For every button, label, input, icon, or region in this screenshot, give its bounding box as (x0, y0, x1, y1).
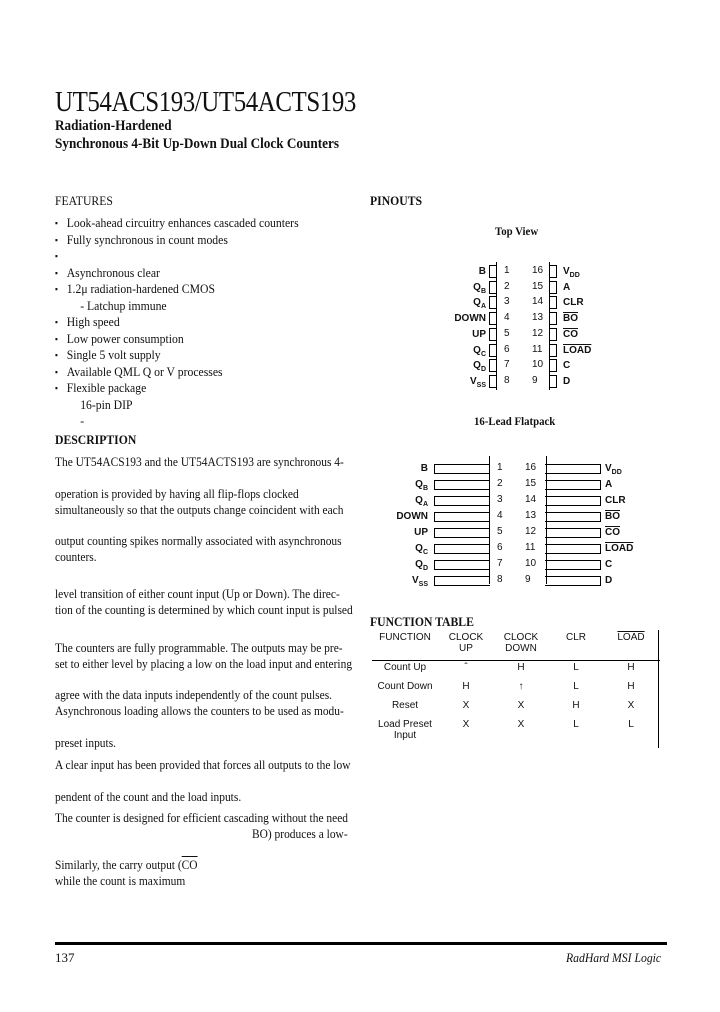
flat-left-lead (434, 496, 490, 506)
dip-left-pin-stub (489, 265, 496, 278)
flat-left-pin-label: B (420, 463, 428, 474)
dip-left-pin-label: UP (472, 328, 486, 340)
flat-right-pin-number: 10 (525, 558, 537, 569)
dip-left-pin-stub (489, 296, 496, 309)
function-table-cell: X (517, 700, 525, 711)
features-list (55, 215, 345, 430)
feature-item: ▪ Asynchronous clear (55, 265, 316, 282)
dip-left-pin-number: 7 (504, 359, 510, 371)
desc-line: The counters are fully programmable. The outputs may be pre- (55, 640, 343, 655)
dip-right-pin-stub (550, 344, 557, 357)
desc-line: preset inputs. (55, 735, 117, 750)
dip-right-pin-stub (550, 312, 557, 325)
function-table-heading: FUNCTION TABLE (370, 614, 474, 629)
flat-left-pin-label: $V_{SS}$ (411, 575, 428, 588)
dip-right-pin-label: LOAD (563, 344, 592, 356)
dip-left-pin-number: 8 (504, 374, 510, 386)
dip-right-pin-stub (550, 375, 557, 388)
desc-line: tion of the counting is determined by which count input is pulsed (55, 602, 353, 617)
desc-line: The UT54ACS193 and the UT54ACTS193 are synchronous 4- (55, 454, 344, 469)
dip-body-right (549, 262, 550, 390)
subtitle-line-1: Radiation-Hardened (55, 118, 172, 134)
dip-left-pin-stub (489, 359, 496, 372)
footer-rule (55, 942, 667, 945)
desc-line: A clear input has been provided that forces all outputs to the low (55, 757, 351, 772)
dip-right-pin-stub (550, 359, 557, 372)
flatpack-title: 16-Lead Flatpack (474, 414, 556, 428)
desc-line: The counter is designed for efficient cascading without the need (55, 810, 348, 825)
dip-right-pin-label: CLR (563, 297, 584, 309)
dip-right-pin-stub (550, 296, 557, 309)
dip-right-pin-number: 13 (532, 312, 544, 324)
flat-left-pin-number: 6 (497, 542, 503, 553)
feature-item: ▪ Low power consumption (55, 331, 316, 348)
feature-item: ▪ Fully synchronous in count modes (55, 232, 316, 249)
feature-item: 16-pin DIP (80, 396, 133, 412)
feature-item: ▪ Available QML Q or V processes (55, 364, 316, 381)
function-table-rule (372, 660, 660, 661)
function-table-cell: ˆ (464, 662, 468, 673)
flat-right-lead (545, 464, 601, 474)
function-table-header: LOAD (617, 632, 645, 643)
function-table-cell: L (628, 719, 634, 730)
flat-right-pin-label: C (605, 559, 613, 570)
feature-item: - Latchup immune (80, 297, 167, 313)
function-table-cell: X (517, 719, 525, 730)
function-table-cell: L (573, 719, 579, 730)
function-table-cell: L (573, 681, 579, 692)
dip-left-pin-number: 5 (504, 327, 510, 339)
dip-left-pin-number: 6 (504, 343, 510, 355)
flat-left-pin-number: 7 (497, 558, 503, 569)
dip-left-pin-stub (489, 312, 496, 325)
flat-left-pin-number: 2 (497, 478, 503, 489)
function-table-cell: H (627, 662, 635, 673)
features-heading: FEATURES (55, 193, 113, 208)
flat-right-lead (545, 544, 601, 554)
flat-right-lead (545, 576, 601, 586)
dip-left-pin-label: $Q_B$ (473, 281, 486, 295)
desc-line: simultaneously so that the outputs change coincident with each (55, 502, 344, 517)
flat-left-pin-label: $Q_A$ (415, 495, 428, 508)
dip-right-pin-number: 11 (532, 343, 543, 355)
function-table-cell: H (572, 700, 580, 711)
feature-item: ▪ High speed (55, 314, 316, 331)
dip-right-pin-number: 14 (532, 296, 544, 308)
dip-left-pin-label: DOWN (454, 313, 486, 325)
flat-right-pin-number: 15 (525, 478, 537, 489)
page-title: UT54ACS193/UT54ACTS193 (55, 86, 356, 118)
function-table-header: CLOCK UP (448, 632, 484, 654)
flat-right-pin-label: $\overline{CO}$ (605, 527, 620, 538)
dip-right-pin-number: 12 (532, 327, 544, 339)
dip-left-pin-number: 4 (504, 312, 510, 324)
flat-right-lead (545, 480, 601, 490)
desc-line: BO) produces a low- (252, 826, 348, 841)
pinouts-heading: PINOUTS (370, 193, 423, 208)
desc-line: Asynchronous loading allows the counters to be used as modu- (55, 703, 344, 718)
flat-right-pin-number: 16 (525, 462, 537, 473)
desc-line: pendent of the count and the load inputs. (55, 789, 242, 804)
desc-line: agree with the data inputs independently of the count pulses. (55, 687, 333, 702)
feature-item: ▪ Single 5 volt supply (55, 347, 316, 364)
function-table-header: FUNCTION (379, 632, 431, 643)
flat-right-pin-number: 12 (525, 526, 537, 537)
flat-right-pin-label: A (605, 479, 613, 490)
flat-left-lead (434, 560, 490, 570)
function-table-cell: X (462, 700, 470, 711)
section-name: RadHard MSI Logic (566, 950, 662, 965)
flat-right-pin-label: CLR (605, 495, 626, 506)
function-table-row-label: Load Preset Input (378, 719, 432, 741)
dip-left-pin-label: $Q_A$ (473, 297, 486, 311)
desc-line: operation is provided by having all flip-flops clocked (55, 486, 299, 501)
dip-left-pin-number: 3 (504, 296, 510, 308)
dip-right-pin-stub (550, 265, 557, 278)
dip-right-pin-label: $V_{DD}$ (563, 266, 580, 279)
flat-left-pin-label: $Q_B$ (415, 479, 428, 492)
function-table-cell: H (517, 662, 525, 673)
flat-left-lead (434, 464, 490, 474)
subtitle-line-2: Synchronous 4-Bit Up-Down Dual Clock Counters (55, 136, 339, 152)
flat-right-pin-label: $\overline{BO}$ (605, 511, 620, 522)
dip-right-pin-stub (550, 281, 557, 294)
function-table-cell: X (627, 700, 635, 711)
function-table-row-label: Reset (391, 700, 419, 711)
flat-left-lead (434, 544, 490, 554)
function-table-header: CLR (565, 632, 586, 643)
dip-left-pin-label: $Q_D$ (473, 360, 486, 374)
dip-title: Top View (495, 224, 539, 238)
dip-right-pin-label: $\overline{BO}$ (563, 313, 578, 325)
feature-item: ▪ 1.2μ radiation-hardened CMOS (55, 281, 316, 298)
dip-left-pin-label: B (478, 266, 486, 277)
function-table-cell: X (462, 719, 470, 730)
flat-right-pin-number: 11 (525, 542, 536, 553)
desc-line: counters. (55, 549, 97, 564)
desc-line: output counting spikes normally associated with asynchronous (55, 533, 342, 548)
dip-right-pin-label: $\overline{CO}$ (563, 328, 578, 340)
flat-left-lead (434, 576, 490, 586)
dip-right-pin-label: A (563, 281, 571, 293)
desc-line: while the count is maximum (55, 873, 186, 888)
flat-right-pin-label: $V_{DD}$ (605, 463, 622, 476)
feature-item (55, 248, 316, 265)
dip-right-pin-label: C (563, 360, 571, 372)
dip-right-pin-number: 10 (532, 359, 544, 371)
flat-right-lead (545, 560, 601, 570)
dip-right-pin-number: 16 (532, 265, 544, 276)
flat-right-lead (545, 496, 601, 506)
flat-left-pin-label: $Q_D$ (415, 559, 428, 572)
function-table-cell: H (462, 681, 470, 692)
flat-right-lead (545, 528, 601, 538)
flat-left-pin-number: 8 (497, 574, 503, 585)
flat-left-pin-number: 5 (497, 526, 503, 537)
desc-line-co: Similarly, the carry output ($\overline{CO}$ (55, 857, 198, 872)
function-table-row-label: Count Down (377, 681, 433, 692)
dip-left-pin-label: $Q_C$ (473, 344, 486, 358)
function-table-cell: ↑ (518, 681, 524, 692)
feature-item: - (80, 413, 85, 428)
flat-right-pin-number: 14 (525, 494, 537, 505)
flat-right-lead (545, 512, 601, 522)
flat-right-pin-label: D (605, 575, 613, 586)
dip-right-pin-number: 9 (532, 374, 538, 386)
feature-item: ▪ Look-ahead circuitry enhances cascaded counters (55, 215, 316, 232)
dip-right-pin-number: 15 (532, 280, 544, 292)
flat-left-lead (434, 480, 490, 490)
flat-left-pin-label: DOWN (396, 511, 428, 522)
flat-left-pin-number: 4 (497, 510, 503, 521)
dip-right-pin-label: D (563, 375, 571, 387)
feature-item: ▪ Flexible package (55, 380, 316, 397)
dip-left-pin-stub (489, 328, 496, 341)
flat-left-lead (434, 512, 490, 522)
dip-left-pin-stub (489, 375, 496, 388)
flat-left-pin-label: $Q_C$ (415, 543, 428, 556)
function-table-header: CLOCK DOWN (503, 632, 539, 654)
flat-right-pin-number: 13 (525, 510, 537, 521)
desc-line: level transition of either count input (Up or Down). The direc- (55, 586, 340, 601)
desc-line (55, 857, 341, 873)
flat-left-lead (434, 528, 490, 538)
dip-left-pin-number: 1 (504, 265, 510, 276)
dip-right-pin-stub (550, 328, 557, 341)
function-table-row-label: Count Up (383, 662, 427, 673)
function-table-cell: H (627, 681, 635, 692)
dip-left-pin-label: $V_{SS}$ (469, 375, 486, 389)
description-heading: DESCRIPTION (55, 432, 137, 447)
dip-left-pin-number: 2 (504, 280, 510, 292)
flat-right-pin-number: 9 (525, 574, 531, 585)
flat-left-pin-label: UP (414, 527, 428, 538)
flat-left-pin-number: 1 (497, 462, 503, 473)
desc-line: set to either level by placing a low on the load input and entering (55, 656, 353, 671)
flat-right-pin-label: LOAD (605, 543, 634, 554)
dip-body-left (496, 262, 497, 390)
page-number: 137 (55, 950, 75, 965)
flat-left-pin-number: 3 (497, 494, 503, 505)
dip-left-pin-stub (489, 344, 496, 357)
function-table-cell: L (573, 662, 579, 673)
dip-left-pin-stub (489, 281, 496, 294)
